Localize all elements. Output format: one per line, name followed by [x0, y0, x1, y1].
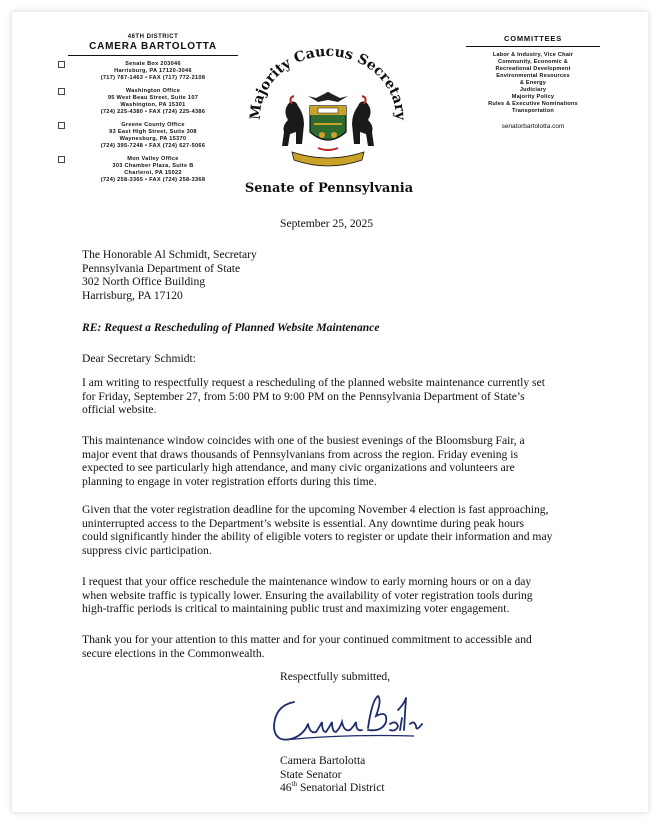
committee-item: Judiciary: [519, 87, 547, 93]
committee-item: Community, Economic &: [498, 59, 568, 65]
paragraph-line: official website.: [82, 403, 157, 417]
district-number: 46: [280, 781, 292, 795]
address-line: Harrisburg, PA 17120: [82, 288, 183, 302]
paragraph: [82, 575, 602, 616]
salutation: Dear Secretary Schmidt:: [82, 352, 196, 365]
letterhead-right: [466, 34, 600, 130]
office-line: (717) 787-1463 • FAX (717) 772-2108: [100, 75, 206, 81]
paragraph-line: expected to see particularly high attendance, and many civic organizations and volunteers are: [82, 461, 515, 475]
office-line: Harrisburg, PA 17120-3046: [114, 68, 192, 74]
office-line: Greene County Office: [121, 122, 185, 128]
office-line: Senate Box 203046: [125, 61, 181, 67]
office-line: 95 West Beau Street, Suite 107: [107, 95, 199, 101]
committee-item: Majority Policy: [511, 94, 555, 100]
paragraph-line: secure elections in the Commonwealth.: [82, 646, 265, 660]
signer-title: State Senator: [280, 767, 342, 781]
address-line: 302 North Office Building: [82, 275, 206, 289]
senator-name: CAMERA BARTOLOTTA: [89, 41, 217, 52]
paragraph-line: high-traffic periods is critical to maintaining public trust and maximizing voter engagement.: [82, 602, 510, 616]
subject-line: RE: Request a Rescheduling of Planned Website Maintenance: [82, 321, 380, 334]
committee-item: Transportation: [512, 108, 554, 114]
committee-item: & Energy: [519, 80, 547, 86]
office-line: 93 East High Street, Suite 308: [109, 129, 197, 135]
office-line: Waynesburg, PA 15370: [119, 136, 187, 142]
paragraph-line: planning to engage in voter registration efforts during this time.: [82, 474, 377, 488]
letter-date: September 25, 2025: [280, 217, 374, 230]
office-line: Charleroi, PA 15022: [124, 170, 182, 176]
office-line: (724) 395-7248 • FAX (724) 627-5066: [100, 143, 206, 149]
paragraph: [82, 376, 602, 417]
committee-item: Labor & Industry, Vice Chair: [492, 52, 574, 58]
checkbox-icon: [58, 88, 65, 95]
paragraph: [82, 633, 602, 660]
checkbox-icon: [58, 156, 65, 163]
district-label: 46TH DISTRICT: [127, 34, 179, 40]
divider: [68, 55, 238, 56]
office-line: Washington Office: [125, 88, 181, 94]
committee-item: Recreational Development: [495, 66, 571, 72]
paragraph: [82, 434, 602, 488]
seal-title: Majority Caucus Secretary: [247, 43, 409, 121]
letterhead-left: [68, 34, 238, 190]
paragraph-line: I am writing to respectfully request a rescheduling of the planned website maintenance currently set: [82, 376, 545, 389]
paragraph-line: suppress civic participation.: [82, 543, 212, 557]
office-block: [68, 122, 238, 150]
paragraph: [82, 503, 602, 557]
pennsylvania-seal-icon: [238, 40, 418, 200]
closing: Respectfully submitted,: [280, 670, 391, 683]
letter-page: [12, 12, 648, 812]
signature-icon: [264, 680, 434, 756]
district-text: Senatorial District: [297, 781, 385, 795]
recipient-address: [82, 248, 257, 302]
committee-item: Rules & Executive Nominations: [488, 101, 578, 107]
office-block: [68, 156, 238, 184]
divider: [466, 46, 600, 47]
checkbox-icon: [58, 61, 65, 68]
paragraph-line: could significantly hinder the ability of eligible voters to register or update their information and may: [82, 530, 553, 544]
signature-block: [280, 754, 385, 795]
paragraph-line: uninterrupted access to the Department’s website is essential. Any downtime during peak hours: [82, 516, 525, 530]
office-line: (724) 258-3365 • FAX (724) 258-3368: [100, 177, 206, 183]
paragraph-line: for Friday, September 27, from 5:00 PM to 9:00 PM on the Pennsylvania Department of State’s: [82, 389, 525, 403]
signer-name: Camera Bartolotta: [280, 754, 366, 767]
office-line: 303 Chamber Plaza, Suite B: [112, 163, 194, 169]
committees-heading: COMMITTEES: [504, 34, 562, 43]
address-line: The Honorable Al Schmidt, Secretary: [82, 248, 257, 261]
office-line: (724) 225-4380 • FAX (724) 225-4386: [100, 109, 206, 115]
committee-item: Environmental Resources: [496, 73, 570, 79]
paragraph-line: when website traffic is typically lower. Ensuring the availability of voter registration tools during: [82, 588, 533, 602]
office-line: Washington, PA 15301: [120, 102, 186, 108]
signer-district: [280, 781, 385, 795]
office-block: [68, 61, 238, 82]
district-suffix: th: [291, 780, 298, 789]
address-line: Pennsylvania Department of State: [82, 261, 241, 275]
paragraph-line: This maintenance window coincides with one of the busiest evenings of the Bloomsburg Fair, a: [82, 434, 525, 447]
office-block: [68, 88, 238, 116]
paragraph-line: Thank you for your attention to this matter and for your continued commitment to accessible and: [82, 633, 532, 646]
paragraph-line: I request that your office reschedule the maintenance window to early morning hours or on a day: [82, 575, 532, 588]
paragraph-line: Given that the voter registration deadline for the upcoming November 4 election is fast approaching,: [82, 503, 549, 516]
office-line: Mon Valley Office: [127, 156, 179, 162]
checkbox-icon: [58, 122, 65, 129]
paragraph-line: major event that draws thousands of Pennsylvanians from across the region. Friday evening is: [82, 447, 518, 461]
website-link[interactable]: senatorbartolotta.com: [501, 123, 565, 130]
senate-title: Senate of Pennsylvania: [244, 181, 414, 196]
